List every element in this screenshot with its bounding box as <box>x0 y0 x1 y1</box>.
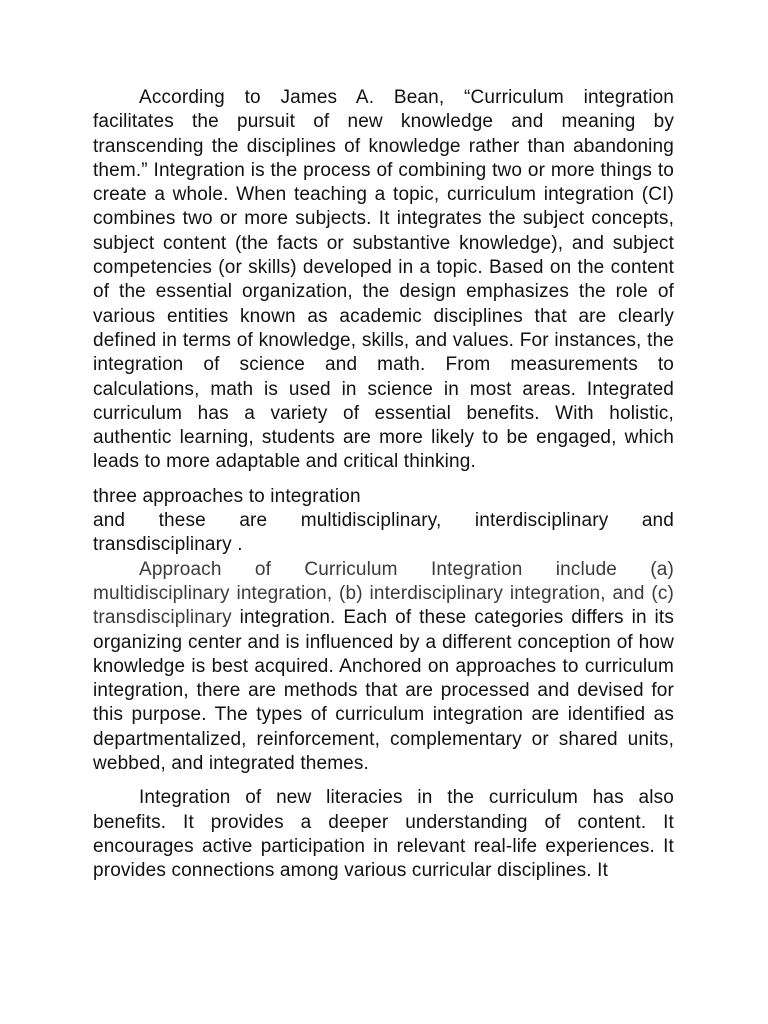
approaches-line-1: three approaches to integration <box>93 485 361 507</box>
paragraph-approaches-body: integration. Each of these categories differs in its organizing center and is influenced by a different conception of how knowledge is best acquired. Anchored on approaches to curriculum integration, there are methods that are processed and devised for this purpose. The types of curriculum integration are identified as departmentalized, reinforcement, complementary or shared units, webbed, and integrated themes. <box>93 607 674 775</box>
paragraph-bean-quote: According to James A. Bean, “Curriculum integration facilitates the pursuit of new knowledge and meaning by transcending the disciplines of knowledge rather than abandoning them.” Integration is the process of combining two or more things to create a whole. When teaching a topic, curriculum integration (CI) combines two or more subjects. It integrates the subject concepts, subject content (the facts or substantive knowledge), and subject competencies (or skills) developed in a topic. Based on the content of the essential organization, the design emphasizes the role of various entities known as academic disciplines that are clearly defined in terms of knowledge, skills, and values. For instances, the integration of science and math. From measurements to calculations, math is used in science in most areas. Integrated curriculum has a variety of essential benefits. With holistic, authentic learning, students are more likely to be engaged, which leads to more adaptable and critical thinking. <box>93 87 674 473</box>
document-page <box>93 86 674 884</box>
paragraph-new-literacies: Integration of new literacies in the curriculum has also benefits. It provides a deeper understanding of content. It encourages active participation in relevant real-life experiences. It provides connections among various curricular disciplines. It <box>93 787 674 882</box>
paragraph-approaches-highlight: Approach of Curriculum Integration include (a) multidisciplinary integration, (b) interdisciplinary integration, and (c) transdisciplinary <box>93 558 674 629</box>
paragraph-approaches <box>93 558 674 777</box>
approaches-line-3: transdisciplinary . <box>93 534 243 556</box>
approaches-line-2: and these are multidisciplinary, interdisciplinary and <box>93 510 674 532</box>
